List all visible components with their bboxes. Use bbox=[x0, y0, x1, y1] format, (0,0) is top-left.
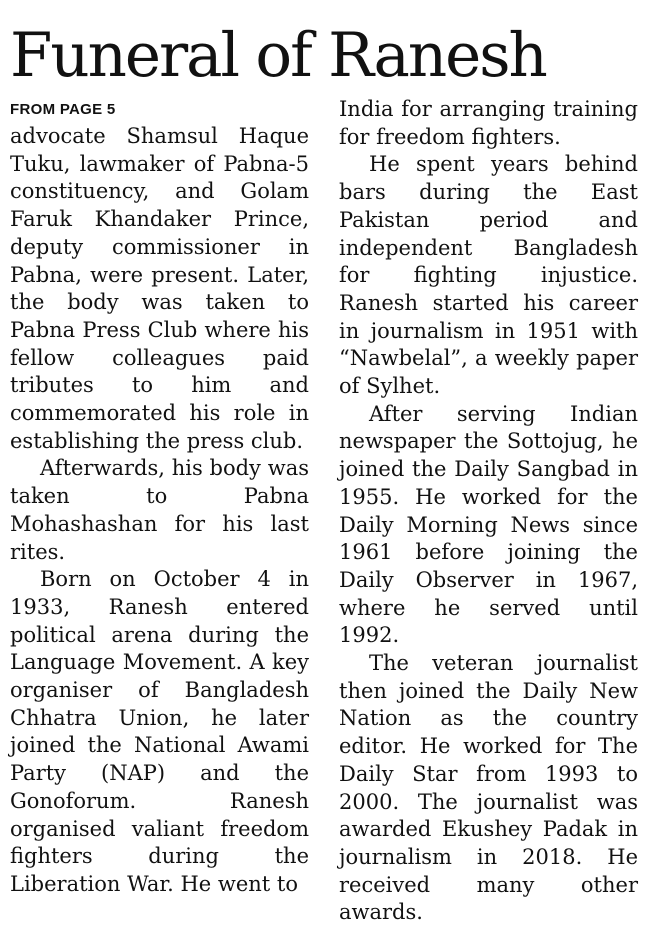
paragraph: advocate Shamsul Haque Tuku, lawmaker of Pabna-5 constituency, and Golam Faruk Khandaker Prince, deputy commissioner in Pabna, were present. Later, the body was taken to Pabna Press Club where his fellow colleagues paid tributes to him and commemorated his role in establishing the press club. bbox=[10, 124, 309, 453]
paragraph: He spent years behind bars during the East Pakistan period and independent Bangladesh for fighting injustice. Ranesh started his career in journalism in 1951 with “Nawbelal”, a weekly paper of Sylhet. bbox=[339, 152, 638, 399]
paragraph: The veteran journalist then joined the Daily New Nation as the country editor. He worked for The Daily Star from 1993 to 2000. The journalist was awarded Ekushey Padak in journalism in 2018. He received many other awards. bbox=[339, 651, 638, 925]
paragraph: India for arranging training for freedom fighters. bbox=[339, 97, 638, 149]
article-column-left bbox=[10, 96, 309, 899]
paragraph: Afterwards, his body was taken to Pabna Mohashashan for his last rites. bbox=[10, 456, 309, 564]
paragraph: Born on October 4 in 1933, Ranesh entered political arena during the Language Movement. A key organiser of Bangladesh Chhatra Union, he later joined the National Awami Party (NAP) and the Gonoforum. Ranesh organised valiant freedom fighters during the Liberation War. He went to bbox=[10, 567, 309, 896]
headline: Funeral of Ranesh bbox=[10, 20, 546, 91]
article-column-right bbox=[339, 96, 638, 927]
paragraph: After serving Indian newspaper the Sottojug, he joined the Daily Sangbad in 1955. He worked for the Daily Morning News since 1961 before joining the Daily Observer in 1967, where he served until 1992. bbox=[339, 401, 638, 648]
continued-from-label: FROM PAGE 5 bbox=[10, 101, 116, 118]
